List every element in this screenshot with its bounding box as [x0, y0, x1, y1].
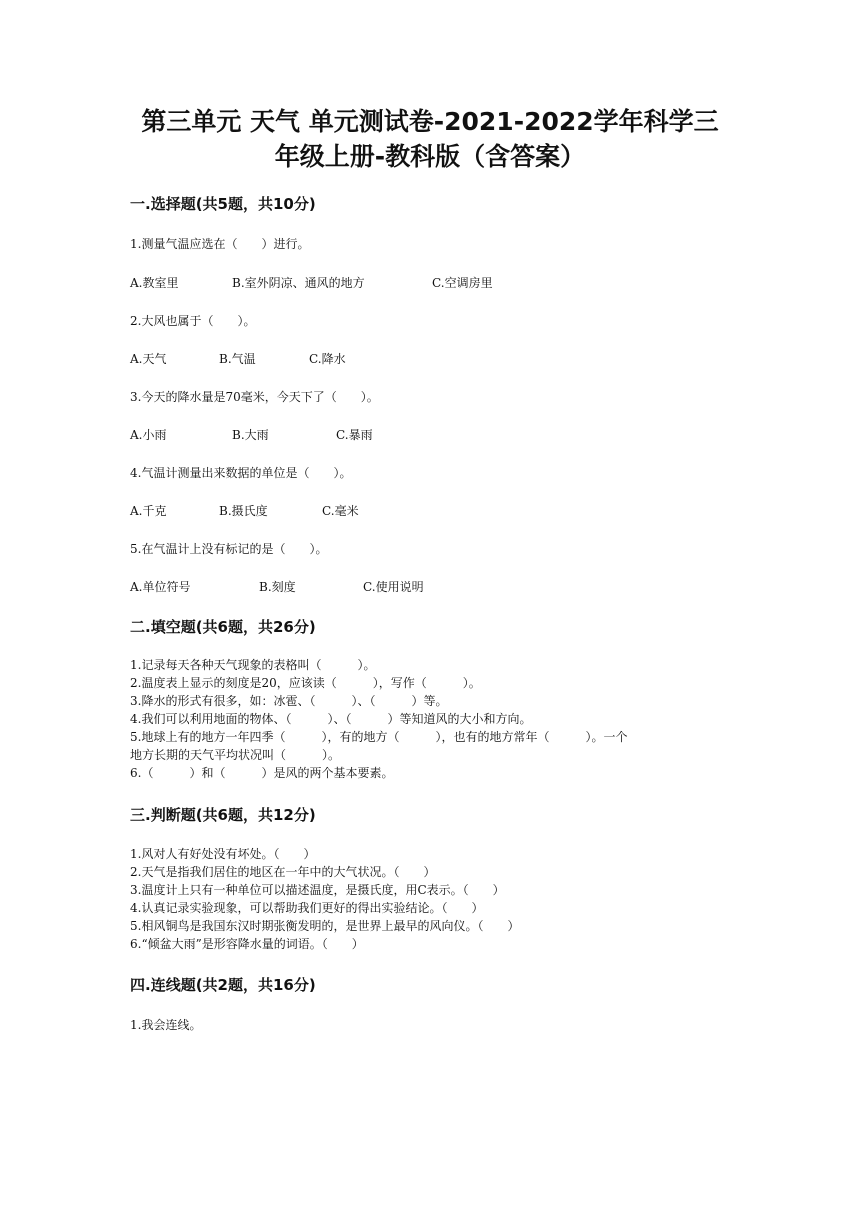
- option-a: A.千克: [130, 504, 167, 518]
- option-b: B.大雨: [232, 428, 269, 442]
- fill-line: 3.降水的形式有很多，如：冰雹、（ ）、（ ）等。: [130, 694, 448, 708]
- fill-line: 1.记录每天各种天气现象的表格叫（ ）。: [130, 658, 376, 672]
- judge-questions: [130, 845, 730, 953]
- section-heading-judge: 三.判断题(共6题，共12分): [130, 806, 316, 824]
- option-c: C.使用说明: [363, 580, 424, 594]
- title-line-1: 第三单元 天气 单元测试卷-2021-2022学年科学三: [141, 107, 719, 136]
- exam-title: [100, 104, 760, 174]
- question-stem: 5.在气温计上没有标记的是（ ）。: [130, 542, 328, 556]
- section-heading-choice: 一.选择题(共5题，共10分): [130, 195, 316, 213]
- option-a: A.单位符号: [130, 580, 191, 594]
- judge-line: 2.天气是指我们居住的地区在一年中的大气状况。（ ）: [130, 865, 436, 879]
- option-a: A.小雨: [130, 428, 167, 442]
- fill-questions: [130, 656, 730, 782]
- option-b: B.气温: [219, 352, 256, 366]
- question-stem: 4.气温计测量出来数据的单位是（ ）。: [130, 466, 352, 480]
- judge-line: 6.“倾盆大雨”是形容降水量的词语。（ ）: [130, 937, 364, 951]
- option-b: B.摄氏度: [219, 504, 268, 518]
- question-stem: 3.今天的降水量是70毫米，今天下了（ ）。: [130, 390, 379, 404]
- title-line-2: 年级上册-教科版（含答案）: [274, 142, 586, 171]
- option-c: C.暴雨: [336, 428, 373, 442]
- fill-line: 6.（ ）和（ ）是风的两个基本要素。: [130, 766, 394, 780]
- fill-line: 2.温度表上显示的刻度是20，应该读（ ），写作（ ）。: [130, 676, 481, 690]
- judge-line: 4.认真记录实验现象，可以帮助我们更好的得出实验结论。（ ）: [130, 901, 484, 915]
- section-heading-match: 四.连线题(共2题，共16分): [130, 976, 316, 994]
- fill-line: 地方长期的天气平均状况叫（ ）。: [130, 748, 341, 762]
- match-line: 1.我会连线。: [130, 1018, 202, 1032]
- option-b: B.室外阴凉、通风的地方: [232, 276, 365, 290]
- option-c: C.空调房里: [432, 276, 493, 290]
- fill-line: 5.地球上有的地方一年四季（ ），有的地方（ ），也有的地方常年（ ）。一个: [130, 730, 628, 744]
- option-a: A.天气: [130, 352, 167, 366]
- option-c: C.毫米: [322, 504, 359, 518]
- option-c: C.降水: [309, 352, 346, 366]
- fill-line: 4.我们可以利用地面的物体、（ ）、（ ）等知道风的大小和方向。: [130, 712, 532, 726]
- judge-line: 3.温度计上只有一种单位可以描述温度，是摄氏度，用C表示。（ ）: [130, 883, 505, 897]
- question-stem: 2.大风也属于（ ）。: [130, 314, 256, 328]
- question-stem: 1.测量气温应选在（ ）进行。: [130, 237, 310, 251]
- judge-line: 1.风对人有好处没有坏处。（ ）: [130, 847, 316, 861]
- option-a: A.教室里: [130, 276, 179, 290]
- section-heading-fill: 二.填空题(共6题，共26分): [130, 618, 316, 636]
- judge-line: 5.相风铜鸟是我国东汉时期张衡发明的，是世界上最早的风向仪。（ ）: [130, 919, 520, 933]
- option-b: B.刻度: [259, 580, 296, 594]
